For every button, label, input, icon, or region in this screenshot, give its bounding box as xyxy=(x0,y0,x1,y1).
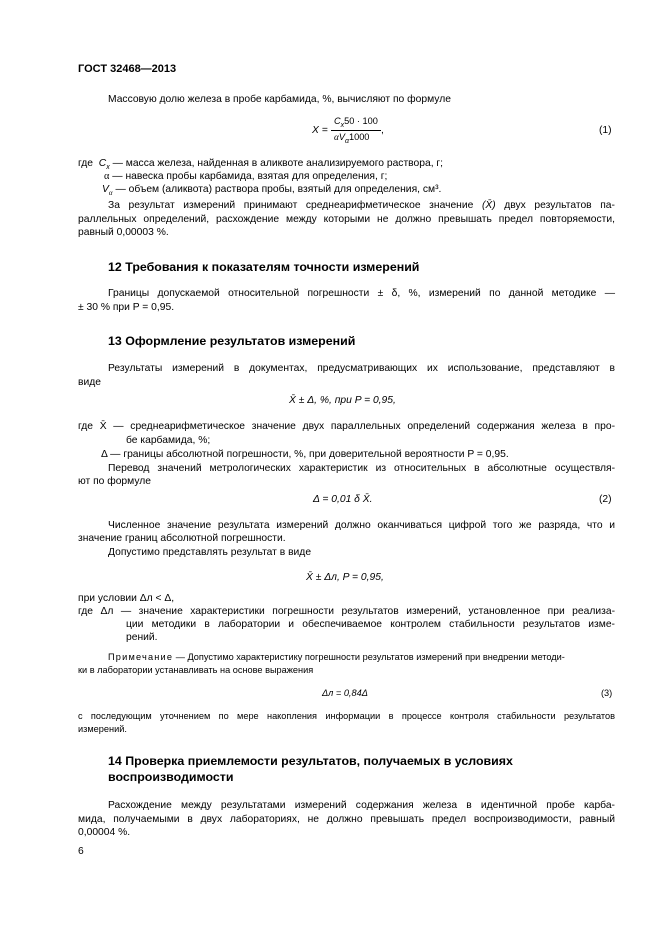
section-12-line-1: Границы допускаемой относительной погрешности ± δ, %, измерений по данной методике — xyxy=(108,288,615,299)
result-para-line-3: равный 0,00003 %. xyxy=(78,227,169,238)
where-1-line-1: где $C_x$ — масса железа, найденная в аликвоте анализируемого раствора, г; xyxy=(78,158,444,172)
formula-2-number: (2) xyxy=(599,494,612,505)
formula-3-number: (3) xyxy=(601,688,613,698)
section-13-heading: 13 Оформление результатов измерений xyxy=(108,334,356,348)
numeric-value-line-2: значение границ абсолютной погрешности. xyxy=(78,533,286,544)
after-note-line-2: измерений. xyxy=(78,724,127,734)
formula-1-lhs: X = xyxy=(312,125,328,136)
section-13-line-1: Результаты измерений в документах, предусматривающих их использование, представляют в xyxy=(108,363,615,374)
section-13-where-line-1: где X̄ — среднеарифметическое значение двух параллельных определений содержания железа в про- xyxy=(78,421,615,432)
formula-1-denominator: $\alpha V_\alpha 1000$ xyxy=(334,132,370,145)
allow-line: Допустимо представлять результат в виде xyxy=(108,547,312,558)
transfer-line-1: Перевод значений метрологических характеристик из относительных в абсолютные осуществля- xyxy=(108,463,615,474)
transfer-line-2: ют по формуле xyxy=(78,476,152,487)
where-1-line-2: α — навеска пробы карбамида, взятая для определения, г; xyxy=(104,171,388,182)
after-note-line-1: с последующим уточнением по мере накопления информации в процессе контроля стабильности результатов xyxy=(78,711,615,721)
section-13-where2-line-1: где Δл — значение характеристики погрешности результатов измерений, установленное при реализа- xyxy=(78,606,615,617)
note-line-2: ки в лаборатории устанавливать на основе выражения xyxy=(78,665,314,675)
section-13-where2-line-3: рений. xyxy=(126,632,158,643)
note-label: Примечание xyxy=(108,652,174,662)
page-number: 6 xyxy=(78,846,84,857)
section-12-line-2: ± 30 % при P = 0,95. xyxy=(78,302,175,313)
section-14-line-1: Расхождение между результатами измерений содержания железа в идентичной пробе карба- xyxy=(108,800,615,811)
section-14-heading-line-1: 14 Проверка приемлемости результатов, получаемых в условиях xyxy=(108,754,513,768)
formula-1-fraction-bar xyxy=(331,130,381,131)
formula-2: Δ = 0,01 δ X̄. xyxy=(313,494,373,505)
formula-1-comma: , xyxy=(381,125,384,136)
section-13-where-line-3: Δ — границы абсолютной погрешности, %, при доверительной вероятности P = 0,95. xyxy=(101,449,509,460)
section-14-line-2: мида, получаемыми в двух лабораториях, не должно превышать предел воспроизводимости, равный xyxy=(78,814,615,825)
intro-paragraph: Массовую долю железа в пробе карбамида, %, вычисляют по формуле xyxy=(108,94,451,105)
section-13-where2-line-2: ции методики в лаборатории и обеспечиваемое контролем стабильности результатов изме- xyxy=(126,619,615,630)
section-14-line-3: 0,00004 %. xyxy=(78,827,131,838)
formula-result-form: X̄ ± Δ, %, при P = 0,95, xyxy=(289,395,396,406)
result-para-line-1: За результат измерений принимают среднеарифметическое значение (X̄) двух результатов па- xyxy=(108,200,615,211)
note-line-1: Примечание — Допустимо характеристику погрешности результатов измерений при внедрении методи- xyxy=(108,652,565,662)
numeric-value-line-1: Численное значение результата измерений должно оканчиваться цифрой того же разряда, что и xyxy=(108,520,615,531)
result-para-line-2: раллельных определений, расхождение между которыми не должно превышать предел повторяемости, xyxy=(78,214,615,225)
formula-lab-result: X̄ ± Δл, P = 0,95, xyxy=(306,572,384,583)
formula-3: Δл = 0,84Δ xyxy=(322,688,368,698)
section-13-where-line-2: бе карбамида, %; xyxy=(126,435,211,446)
condition-line: при условии Δл < Δ, xyxy=(78,593,175,604)
section-12-heading: 12 Требования к показателям точности измерений xyxy=(108,260,420,274)
where-1-line-3: $V_\alpha$ — объем (аликвота) раствора пробы, взятый для определения, см³. xyxy=(102,184,442,198)
document-header: ГОСТ 32468—2013 xyxy=(78,63,177,75)
section-13-line-2: виде xyxy=(78,377,101,388)
formula-1-numerator: $C_x50 \cdot 100$ xyxy=(334,116,378,129)
formula-1-number: (1) xyxy=(599,125,612,136)
section-14-heading-line-2: воспроизводимости xyxy=(108,770,234,784)
